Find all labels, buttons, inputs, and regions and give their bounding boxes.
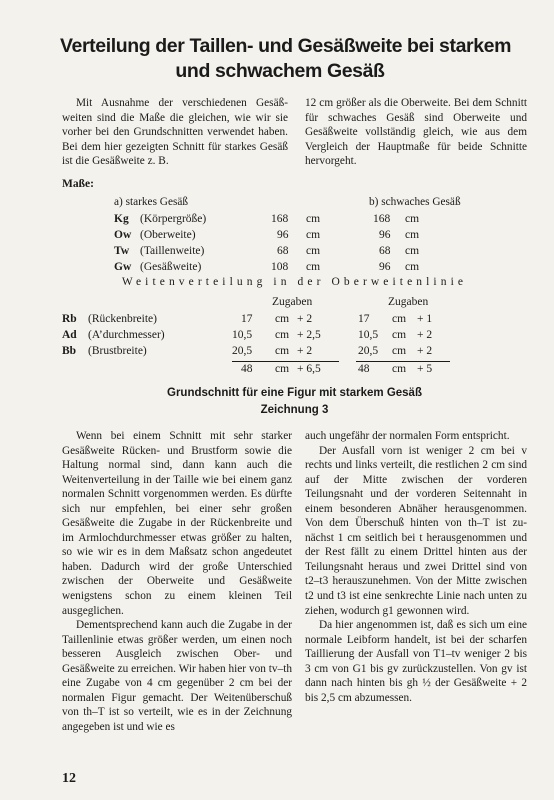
total-plus-b: + 5 xyxy=(417,363,433,375)
weiten-plus-b: + 1 xyxy=(417,313,433,325)
weiten-plus-b: + 2 xyxy=(417,329,433,341)
masse-code: Gw xyxy=(114,261,132,273)
masse-unit-a: cm xyxy=(306,261,321,273)
total-value-b: 48 xyxy=(358,363,370,375)
weiten-unit-b: cm xyxy=(392,345,407,357)
masse-value-b: 96 xyxy=(379,229,391,241)
body-left-paragraph-1: Wenn bei einem Schnitt mit sehr starker Gesäßweite Rücken- und Brustform sowie die Haltung normal sind, dann kann auch die Weitenverteilung in der Taille wie bei einem ganz normalen Schnitt vorgenommen werden. Es dürfte sich nur empfehlen, bei einer sehr großen Gesäßweite die Zugabe in der Rückenbreite und im Armlochdurchmesser etwas größer zu halten, so wie wir es in dem Maßsatz schon angedeutet haben. Dadurch wird der große Unterschied zwischen der Oberweite und Gesäßweite wenigstens schon zu einem kleinen Teil ausgeglichen. xyxy=(62,430,292,617)
body-right-column xyxy=(305,429,527,705)
masse-label: (Körpergröße) xyxy=(140,213,207,225)
masse-value-a: 68 xyxy=(277,245,289,257)
zugaben-label-b: Zugaben xyxy=(388,296,429,308)
weiten-code: Rb xyxy=(62,313,77,325)
weiten-plus-a: + 2 xyxy=(297,313,313,325)
weiten-value-a: 17 xyxy=(241,313,253,325)
total-value-a: 48 xyxy=(241,363,253,375)
total-unit-b: cm xyxy=(392,363,407,375)
masse-unit-b: cm xyxy=(405,213,420,225)
masse-code: Tw xyxy=(114,245,130,257)
masse-value-b: 68 xyxy=(379,245,391,257)
weiten-value-b: 17 xyxy=(358,313,370,325)
masse-value-a: 96 xyxy=(277,229,289,241)
masse-code: Ow xyxy=(114,229,132,241)
intro-right-column xyxy=(305,96,527,169)
masse-unit-a: cm xyxy=(306,229,321,241)
intro-left-paragraph: Mit Ausnahme der verschiedenen Gesäßweiten sind die Maße die gleichen, wie wir sie vorher bei den Grundschnitten verwendet haben. Bei dem hier gezeigten Schnitt für starkes Gesäß ist die Gesäßweite z. B. xyxy=(62,97,288,168)
masse-unit-a: cm xyxy=(306,213,321,225)
weiten-value-b: 10,5 xyxy=(358,329,379,341)
masse-label: (Gesäßweite) xyxy=(140,261,202,273)
section-subheading: Zeichnung 3 xyxy=(260,404,329,416)
masse-unit-b: cm xyxy=(405,261,420,273)
weiten-unit-a: cm xyxy=(275,345,290,357)
masse-code: Kg xyxy=(114,213,129,225)
weiten-plus-a: + 2 xyxy=(297,345,313,357)
sum-rule-a xyxy=(232,361,339,362)
weiten-plus-b: + 2 xyxy=(417,345,433,357)
total-unit-a: cm xyxy=(275,363,290,375)
weiten-unit-a: cm xyxy=(275,313,290,325)
weiten-label: (A’durchmesser) xyxy=(88,329,165,341)
section-heading: Grundschnitt für eine Figur mit starkem Gesäß xyxy=(167,387,422,399)
masse-value-b: 168 xyxy=(373,213,391,225)
sum-rule-b xyxy=(356,361,450,362)
page-title-line-1: Verteilung der Taillen- und Gesäßweite bei starkem xyxy=(60,35,512,57)
masse-unit-b: cm xyxy=(405,245,420,257)
masse-value-a: 168 xyxy=(271,213,289,225)
weiten-code: Bb xyxy=(62,345,77,357)
weiten-code: Ad xyxy=(62,329,77,341)
weiten-value-a: 10,5 xyxy=(232,329,253,341)
page-number: 12 xyxy=(62,771,76,786)
body-right-paragraph-2: Der Ausfall vorn ist weniger 2 cm bei v rechts und links verteilt, die restlichen 2 cm sind auf der Mitte zwischen der vorderen Teilungsnaht und der vorderen Seitennaht in einem besonderen Abnäher herausgenommen. Von dem Überschuß hinten von th–T ist zunächst 1 cm seitlich bei t herausgenommen und der Rest fällt zu einem Drittel hinten aus der Teilungsnaht heraus und zwei Drittel sind von t2–t3 herauszunehmen. Von der Mitte zwischen t2 und t3 ist eine senkrechte Linie nach unten zu ziehen, wodurch g1 gewonnen wird. xyxy=(305,444,527,617)
total-plus-a: + 6,5 xyxy=(297,363,321,375)
masse-head-a: a) starkes Gesäß xyxy=(114,196,189,208)
weiten-unit-a: cm xyxy=(275,329,290,341)
masse-value-a: 108 xyxy=(271,261,289,273)
masse-head-b: b) schwaches Gesäß xyxy=(369,196,461,208)
zugaben-label-a: Zugaben xyxy=(272,296,313,308)
weiten-plus-a: + 2,5 xyxy=(297,329,321,341)
weiten-heading: Weitenverteilung in der Oberweitenlinie xyxy=(121,276,468,288)
body-right-paragraph-1: auch ungefähr der normalen Form entspricht. xyxy=(305,430,510,442)
masse-unit-a: cm xyxy=(306,245,321,257)
weiten-label: (Brustbreite) xyxy=(88,345,147,357)
masse-heading: Maße: xyxy=(62,178,94,190)
body-left-paragraph-2: Dementsprechend kann auch die Zugabe in der Taillenlinie etwas größer werden, um einen noch besseren Ausgleich zwischen Ober- und Gesäßweite zu erreichen. Wir haben hier von tv–th eine Zugabe von 4 cm gegenüber 2 cm bei der normalen Figur gemacht. Der Weitenüberschuß von th–T ist so verteilt, wie es in der Zeichnung angegeben ist und wie es xyxy=(62,619,292,733)
weiten-unit-b: cm xyxy=(392,313,407,325)
masse-unit-b: cm xyxy=(405,229,420,241)
weiten-unit-b: cm xyxy=(392,329,407,341)
masse-value-b: 96 xyxy=(379,261,391,273)
intro-left-column xyxy=(62,96,288,169)
page-title xyxy=(60,34,512,84)
weiten-value-a: 20,5 xyxy=(232,345,253,357)
weiten-value-b: 20,5 xyxy=(358,345,379,357)
body-left-column xyxy=(62,429,292,734)
page-title-line-2: und schwachem Gesäß xyxy=(175,60,385,82)
body-right-paragraph-3: Da hier angenommen ist, daß es sich um eine normale Leibform handelt, ist bei der scharfen Taillierung der Ausfall von T1–tv weniger 2 bis 3 cm von G1 bis gv zurückzustellen. Von gv ist dann nach hinten bis gh ½ der Gesäßweite + 2 bis 2,5 cm abzumessen. xyxy=(305,619,527,704)
intro-right-paragraph: 12 cm größer als die Oberweite. Bei dem Schnitt für schwaches Gesäß sind Oberweite und Gesäßweite vollständig gleich, wie aus dem Vergleich der Hauptmaße für beide Schnitte hervorgeht. xyxy=(305,97,527,168)
masse-label: (Taillenweite) xyxy=(140,245,205,257)
masse-label: (Oberweite) xyxy=(140,229,196,241)
weiten-label: (Rückenbreite) xyxy=(88,313,157,325)
